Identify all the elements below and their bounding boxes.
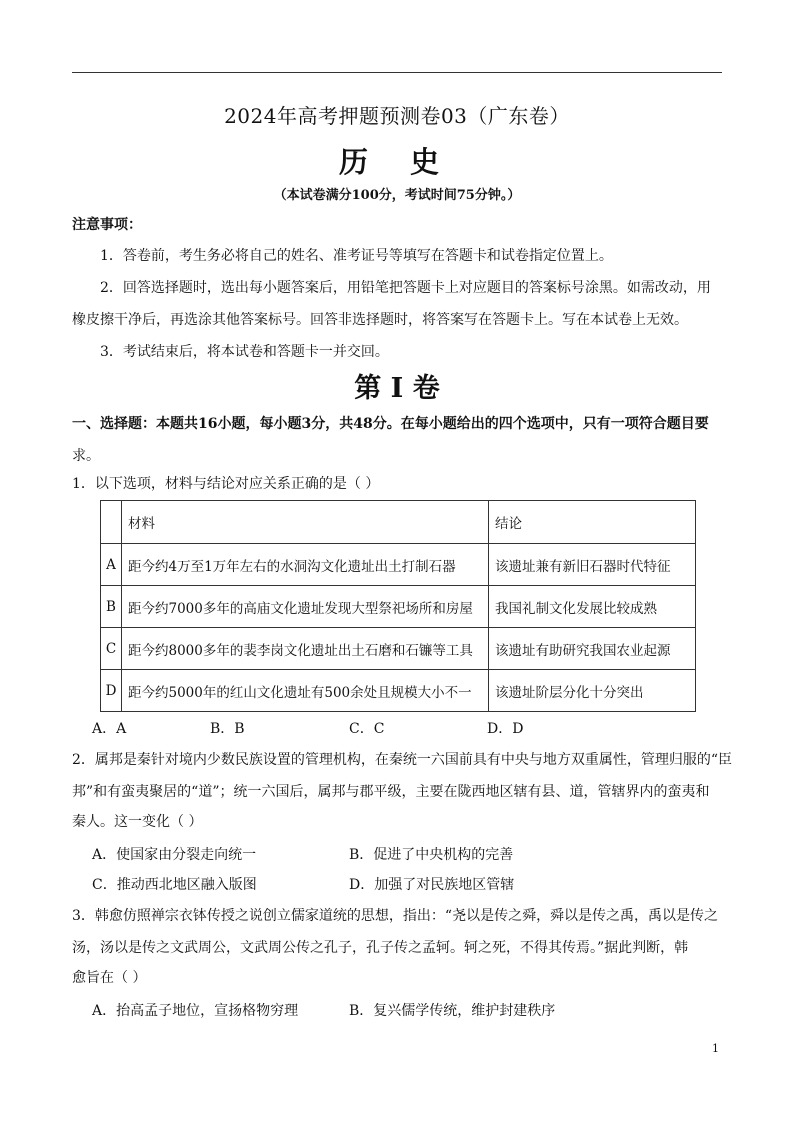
table-cell-material: 距今约4万至1万年左右的水洞沟文化遗址出土打制石器 <box>122 544 489 586</box>
section-instructions-line-2: 求。 <box>72 448 100 464</box>
notes-item-1: 1．答卷前，考生务必将自己的姓名、准考证号等填写在答题卡和试卷指定位置上。 <box>100 248 613 264</box>
exam-title: 2024年高考押题预测卷03（广东卷） <box>224 104 570 128</box>
table-cell-conclusion: 我国礼制文化发展比较成熟 <box>489 586 696 628</box>
question-1-option-c: C．C <box>349 721 385 737</box>
question-3-line-1: 3．韩愈仿照禅宗衣钵传授之说创立儒家道统的思想，指出：“尧以是传之舜，舜以是传之禹，禹以是传之 <box>72 908 719 924</box>
section-instructions-line-1: 一、选择题：本题共16小题，每小题3分，共48分。在每小题给出的四个选项中，只有一项符合题目要 <box>72 416 709 432</box>
question-2-option-a: A．使国家由分裂走向统一 <box>92 847 257 863</box>
question-1-option-d: D．D <box>487 721 524 737</box>
table-cell-conclusion: 该遗址阶层分化十分突出 <box>489 670 696 712</box>
question-3-option-a: A．抬高孟子地位，宣扬格物穷理 <box>92 1003 299 1019</box>
table-cell-material: 距今约5000年的红山文化遗址有500余处且规模大小不一 <box>122 670 489 712</box>
page-number: 1 <box>712 1042 719 1055</box>
table-cell-conclusion: 该遗址兼有新旧石器时代特征 <box>489 544 696 586</box>
notes-item-3: 3．考试结束后，将本试卷和答题卡一并交回。 <box>100 344 389 360</box>
question-1-table <box>100 500 696 712</box>
question-3-option-b: B．复兴儒学传统，维护封建秩序 <box>349 1003 556 1019</box>
header-rule <box>72 72 722 73</box>
table-cell-material: 距今约7000多年的高庙文化遗址发现大型祭祀场所和房屋 <box>122 586 489 628</box>
table-row <box>101 670 696 712</box>
table-header-cell <box>101 501 122 544</box>
question-1-option-a: A．A <box>92 721 127 737</box>
table-cell-letter: D <box>101 670 122 712</box>
table-row <box>101 628 696 670</box>
question-3-line-2: 汤，汤以是传之文武周公，文武周公传之孔子，孔子传之孟轲。轲之死，不得其传焉。”据此判断，韩 <box>72 940 689 956</box>
notes-item-2-line-2: 橡皮擦干净后，再选涂其他答案标号。回答非选择题时，将答案写在答题卡上。写在本试卷上无效。 <box>72 312 688 328</box>
table-cell-letter: B <box>101 586 122 628</box>
table-cell-material: 距今约8000多年的裴李岗文化遗址出土石磨和石镰等工具 <box>122 628 489 670</box>
table-header-cell: 材料 <box>122 501 489 544</box>
table-cell-letter: C <box>101 628 122 670</box>
table-header-cell: 结论 <box>489 501 696 544</box>
notes-item-2-line-1: 2．回答选择题时，选出每小题答案后，用铅笔把答题卡上对应题目的答案标号涂黑。如需改动，用 <box>100 280 711 296</box>
question-2-option-d: D．加强了对民族地区管辖 <box>349 877 515 893</box>
question-2-option-c: C．推动西北地区融入版图 <box>92 877 257 893</box>
table-row <box>101 586 696 628</box>
subject-title: 历 史 <box>338 145 456 179</box>
question-2-line-3: 秦人。这一变化（ ） <box>72 814 203 830</box>
section-title: 第 I 卷 <box>354 373 440 404</box>
notes-heading: 注意事项： <box>72 217 142 233</box>
score-note: （本试卷满分100分，考试时间75分钟。） <box>273 188 521 203</box>
question-2-option-b: B．促进了中央机构的完善 <box>349 847 514 863</box>
question-2-line-2: 邦”和有蛮夷聚居的“道”；统一六国后，属邦与郡平级，主要在陇西地区辖有县、道，管辖界内的蛮夷和 <box>72 784 710 800</box>
question-2-line-1: 2．属邦是秦针对境内少数民族设置的管理机构，在秦统一六国前具有中央与地方双重属性，管理归服的“臣 <box>72 752 733 768</box>
question-1-option-b: B．B <box>210 721 245 737</box>
table-cell-conclusion: 该遗址有助研究我国农业起源 <box>489 628 696 670</box>
table-row <box>101 544 696 586</box>
table-cell-letter: A <box>101 544 122 586</box>
question-3-line-3: 愈旨在（ ） <box>72 970 147 986</box>
table-header-row <box>101 501 696 544</box>
question-1-stem: 1．以下选项，材料与结论对应关系正确的是（ ） <box>72 476 380 492</box>
